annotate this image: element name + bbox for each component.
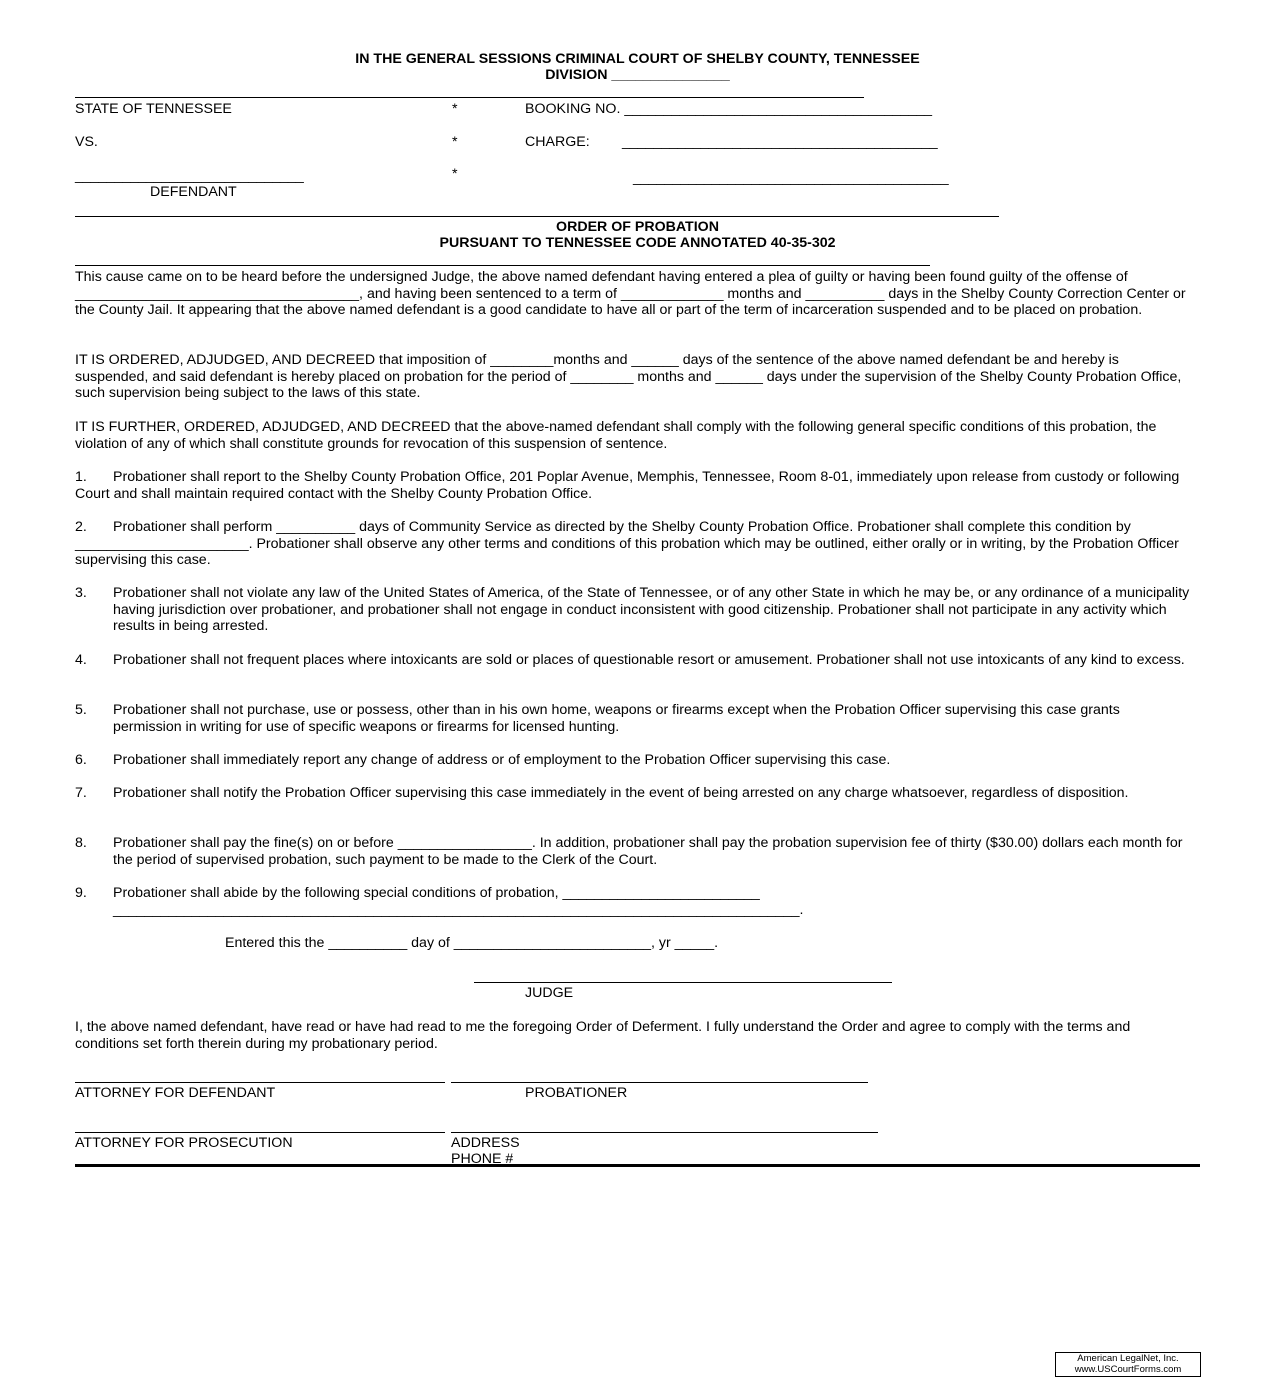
address-label: ADDRESS [451, 1135, 520, 1151]
attorney-prosecution-signature-line[interactable] [75, 1132, 445, 1133]
condition-item [75, 585, 1190, 635]
publisher-url: www.USCourtForms.com [1074, 1363, 1182, 1375]
condition-text: Probationer shall not purchase, use or possess, other than in his own home, weapons or firearms except when the Probation Officer supervising this case grants permission in writing for use of specific weapons or firearms for licensed hunting. [113, 702, 1120, 735]
condition-text: Probationer shall pay the fine(s) on or before _________________. In addition, probationer shall pay the probation supervision fee of thirty ($30.00) dollars each month for the period of supervised probation, such payment to be made to the Clerk of the Court. [113, 835, 1183, 868]
condition-item [75, 752, 1190, 769]
condition-number: 3. [75, 585, 87, 601]
publisher-name: American LegalNet, Inc. [1077, 1353, 1179, 1364]
defendant-name-field[interactable]: _____________________________ [75, 168, 304, 184]
address-line[interactable] [451, 1132, 878, 1133]
vs-label: VS. [75, 134, 98, 150]
condition-text: Probationer shall perform __________ days of Community Service as directed by the Shelby County Probation Office. Probationer shall complete this condition by ______________________. Probationer shall observe any other terms and conditions of this probation which may be outlined, either orally or in writing, by the Probation Officer supervising this case. [75, 519, 1179, 568]
condition-number: 5. [75, 702, 87, 718]
condition-item [75, 835, 1190, 868]
ordered-paragraph: IT IS ORDERED, ADJUDGED, AND DECREED that imposition of ________months and ______ days of the sentence of the above named defendant be and hereby is suspended, and said defendant is hereby placed on probation for the period of ________ months and ______ days under the supervision of the Shelby County Probation Office, such supervision being subject to the laws of this state. [75, 352, 1182, 401]
condition-number: 9. [75, 885, 87, 901]
caption-asterisk: * [452, 134, 458, 150]
phone-label: PHONE # [451, 1151, 514, 1164]
condition-text: Probationer shall immediately report any change of address or of employment to the Probation Officer supervising this case. [113, 752, 891, 768]
entered-date-line[interactable]: Entered this the __________ day of _________________________, yr _____. [225, 935, 719, 951]
condition-number: 8. [75, 835, 87, 851]
condition-item [75, 702, 1190, 735]
condition-number: 7. [75, 785, 87, 801]
judge-label: JUDGE [525, 985, 574, 1001]
condition-text: Probationer shall abide by the following special conditions of probation, _________________________ [113, 885, 760, 901]
condition-number: 6. [75, 752, 87, 768]
order-subtitle: PURSUANT TO TENNESSEE CODE ANNOTATED 40-35-302 [439, 235, 836, 251]
court-title: IN THE GENERAL SESSIONS CRIMINAL COURT OF SHELBY COUNTY, TENNESSEE [355, 51, 920, 67]
attorney-defendant-signature-line[interactable] [75, 1082, 445, 1083]
divider-rule [75, 216, 999, 217]
divider-rule [75, 97, 864, 98]
attorney-prosecution-label: ATTORNEY FOR PROSECUTION [75, 1135, 293, 1151]
condition-text: Probationer shall report to the Shelby County Probation Office, 201 Poplar Avenue, Memphis, Tennessee, Room 8-01, immediately upon release from custody or following Court and shall maintain required contact with the Shelby County Probation Office. [75, 469, 1180, 502]
divider-rule [75, 265, 930, 266]
condition-text: Probationer shall notify the Probation Officer supervising this case immediately in the event of being arrested on any charge whatsoever, regardless of disposition. [113, 785, 1129, 801]
defendant-label: DEFENDANT [150, 184, 237, 200]
state-label: STATE OF TENNESSEE [75, 101, 232, 117]
condition-item [75, 519, 1190, 569]
condition-number: 2. [75, 519, 87, 535]
condition-item [75, 469, 1190, 502]
bottom-rule [75, 1164, 1200, 1167]
caption-asterisk: * [452, 101, 458, 117]
intro-paragraph: This cause came on to be heard before the undersigned Judge, the above named defendant having entered a plea of guilty or having been found guilty of the offense of ____________________________________, and having been sentenced to a term of _____________ months and __________ days in the Shelby County Correction Center or the County Jail. It appearing that the above named defendant is a good candidate to have all or part of the term of incarceration suspended and to be placed on probation. [75, 269, 1186, 318]
order-title: ORDER OF PROBATION [556, 219, 719, 235]
probationer-signature-line[interactable] [451, 1082, 868, 1083]
acknowledgment-paragraph: I, the above named defendant, have read or have had read to me the foregoing Order of Deferment. I fully understand the Order and agree to comply with the terms and conditions set forth therein during my probationary period. [75, 1019, 1131, 1052]
attorney-defendant-label: ATTORNEY FOR DEFENDANT [75, 1085, 276, 1101]
condition-text: Probationer shall not violate any law of the United States of America, of the State of Tennessee, or of any other State in which he may be, or any ordinance of a municipality having jurisdiction over probationer, and probationer shall not engage in conduct inconsistent with good citizenship. Probationer shall not participate in any activity which results in being arrested. [113, 585, 1190, 634]
further-paragraph: IT IS FURTHER, ORDERED, ADJUDGED, AND DECREED that the above-named defendant shall comply with the following general specific conditions of this probation, the violation of any of which shall constitute grounds for revocation of this suspension of sentence. [75, 419, 1157, 452]
special-conditions-field[interactable]: _______________________________________________________________________________________. [113, 901, 804, 918]
condition-number: 4. [75, 652, 87, 668]
judge-signature-line[interactable] [474, 982, 892, 983]
division-field[interactable]: DIVISION _______________ [545, 67, 730, 83]
condition-item [75, 885, 1190, 918]
condition-item [75, 785, 1190, 802]
booking-number-field[interactable]: BOOKING NO. _______________________________________ [525, 101, 933, 117]
condition-item [75, 652, 1190, 669]
charge-field[interactable]: ________________________________________ [622, 134, 938, 150]
charge-label: CHARGE: [525, 134, 590, 150]
probationer-label: PROBATIONER [525, 1085, 628, 1101]
charge-field-2[interactable]: ________________________________________ [633, 170, 949, 186]
condition-number: 1. [75, 469, 87, 485]
caption-asterisk: * [452, 166, 458, 182]
condition-text: Probationer shall not frequent places where intoxicants are sold or places of questionable resort or amusement. Probationer shall not use intoxicants of any kind to excess. [113, 652, 1185, 668]
publisher-stamp [1055, 1352, 1201, 1377]
